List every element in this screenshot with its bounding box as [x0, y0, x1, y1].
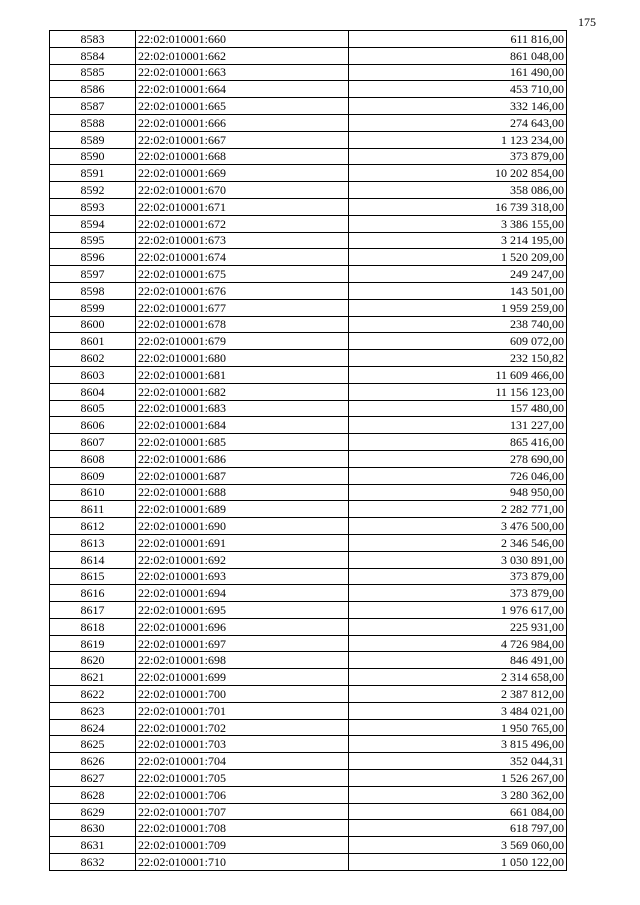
table-row: [50, 400, 567, 417]
cadastral-number-cell: 22:02:010001:660: [136, 31, 349, 48]
cadastral-number-cell: 22:02:010001:670: [136, 182, 349, 199]
row-number-cell: 8596: [50, 249, 136, 266]
row-number-cell: 8594: [50, 215, 136, 232]
table-row: [50, 686, 567, 703]
table-row: [50, 602, 567, 619]
cadastral-value-cell: 3 476 500,00: [349, 518, 567, 535]
cadastral-number-cell: 22:02:010001:700: [136, 686, 349, 703]
cadastral-number-cell: 22:02:010001:666: [136, 114, 349, 131]
row-number-cell: 8631: [50, 837, 136, 854]
cadastral-number-cell: 22:02:010001:703: [136, 736, 349, 753]
cadastral-value-cell: 232 150,82: [349, 350, 567, 367]
row-number-cell: 8586: [50, 81, 136, 98]
cadastral-number-cell: 22:02:010001:685: [136, 434, 349, 451]
table-row: [50, 81, 567, 98]
cadastral-number-cell: 22:02:010001:701: [136, 702, 349, 719]
cadastral-value-cell: 1 520 209,00: [349, 249, 567, 266]
row-number-cell: 8606: [50, 417, 136, 434]
table-row: [50, 366, 567, 383]
table-row: [50, 299, 567, 316]
cadastral-value-cell: 726 046,00: [349, 467, 567, 484]
table-row: [50, 820, 567, 837]
row-number-cell: 8592: [50, 182, 136, 199]
row-number-cell: 8598: [50, 282, 136, 299]
cadastral-value-cell: 358 086,00: [349, 182, 567, 199]
table-row: [50, 266, 567, 283]
table-row: [50, 434, 567, 451]
cadastral-number-cell: 22:02:010001:698: [136, 652, 349, 669]
cadastral-number-cell: 22:02:010001:709: [136, 837, 349, 854]
cadastral-value-cell: 238 740,00: [349, 316, 567, 333]
table-row: [50, 803, 567, 820]
row-number-cell: 8595: [50, 232, 136, 249]
cadastral-value-cell: 2 387 812,00: [349, 686, 567, 703]
table-row: [50, 702, 567, 719]
table-row: [50, 31, 567, 48]
row-number-cell: 8615: [50, 568, 136, 585]
row-number-cell: 8601: [50, 333, 136, 350]
table-row: [50, 148, 567, 165]
row-number-cell: 8624: [50, 719, 136, 736]
row-number-cell: 8625: [50, 736, 136, 753]
row-number-cell: 8620: [50, 652, 136, 669]
cadastral-number-cell: 22:02:010001:679: [136, 333, 349, 350]
cadastral-number-cell: 22:02:010001:707: [136, 803, 349, 820]
cadastral-value-cell: 609 072,00: [349, 333, 567, 350]
table-row: [50, 383, 567, 400]
cadastral-number-cell: 22:02:010001:704: [136, 753, 349, 770]
table-row: [50, 719, 567, 736]
table-row: [50, 282, 567, 299]
cadastral-value-cell: 846 491,00: [349, 652, 567, 669]
table-row: [50, 837, 567, 854]
row-number-cell: 8626: [50, 753, 136, 770]
cadastral-number-cell: 22:02:010001:686: [136, 450, 349, 467]
row-number-cell: 8617: [50, 602, 136, 619]
row-number-cell: 8610: [50, 484, 136, 501]
cadastral-number-cell: 22:02:010001:662: [136, 47, 349, 64]
row-number-cell: 8603: [50, 366, 136, 383]
table-row: [50, 215, 567, 232]
cadastral-number-cell: 22:02:010001:663: [136, 64, 349, 81]
cadastral-value-cell: 11 156 123,00: [349, 383, 567, 400]
cadastral-value-cell: 618 797,00: [349, 820, 567, 837]
row-number-cell: 8604: [50, 383, 136, 400]
table-row: [50, 98, 567, 115]
cadastral-number-cell: 22:02:010001:687: [136, 467, 349, 484]
row-number-cell: 8616: [50, 585, 136, 602]
table-row: [50, 467, 567, 484]
table-row: [50, 182, 567, 199]
cadastral-value-cell: 661 084,00: [349, 803, 567, 820]
row-number-cell: 8614: [50, 551, 136, 568]
cadastral-value-cell: 373 879,00: [349, 585, 567, 602]
cadastral-number-cell: 22:02:010001:677: [136, 299, 349, 316]
table-row: [50, 64, 567, 81]
cadastral-value-cell: 865 416,00: [349, 434, 567, 451]
cadastral-value-cell: 3 815 496,00: [349, 736, 567, 753]
cadastral-number-cell: 22:02:010001:668: [136, 148, 349, 165]
cadastral-value-cell: 861 048,00: [349, 47, 567, 64]
cadastral-number-cell: 22:02:010001:674: [136, 249, 349, 266]
cadastral-value-cell: 948 950,00: [349, 484, 567, 501]
cadastral-value-cell: 373 879,00: [349, 148, 567, 165]
table-row: [50, 635, 567, 652]
table-row: [50, 501, 567, 518]
row-number-cell: 8602: [50, 350, 136, 367]
row-number-cell: 8600: [50, 316, 136, 333]
cadastral-value-cell: 611 816,00: [349, 31, 567, 48]
cadastral-value-cell: 3 484 021,00: [349, 702, 567, 719]
row-number-cell: 8609: [50, 467, 136, 484]
table-row: [50, 786, 567, 803]
cadastral-number-cell: 22:02:010001:681: [136, 366, 349, 383]
table-row: [50, 568, 567, 585]
cadastral-value-cell: 2 282 771,00: [349, 501, 567, 518]
cadastral-number-cell: 22:02:010001:664: [136, 81, 349, 98]
row-number-cell: 8618: [50, 618, 136, 635]
cadastral-number-cell: 22:02:010001:705: [136, 770, 349, 787]
page-number: 175: [578, 15, 596, 29]
cadastral-number-cell: 22:02:010001:692: [136, 551, 349, 568]
cadastral-value-cell: 3 569 060,00: [349, 837, 567, 854]
cadastral-number-cell: 22:02:010001:669: [136, 165, 349, 182]
row-number-cell: 8621: [50, 669, 136, 686]
cadastral-value-table: [49, 30, 567, 871]
cadastral-value-cell: 2 346 546,00: [349, 534, 567, 551]
cadastral-value-cell: 278 690,00: [349, 450, 567, 467]
cadastral-value-cell: 274 643,00: [349, 114, 567, 131]
table-row: [50, 333, 567, 350]
table-row: [50, 736, 567, 753]
cadastral-value-cell: 3 386 155,00: [349, 215, 567, 232]
table-row: [50, 484, 567, 501]
cadastral-value-cell: 1 123 234,00: [349, 131, 567, 148]
row-number-cell: 8629: [50, 803, 136, 820]
cadastral-number-cell: 22:02:010001:693: [136, 568, 349, 585]
cadastral-number-cell: 22:02:010001:672: [136, 215, 349, 232]
cadastral-value-cell: 11 609 466,00: [349, 366, 567, 383]
table-row: [50, 770, 567, 787]
cadastral-value-cell: 4 726 984,00: [349, 635, 567, 652]
row-number-cell: 8623: [50, 702, 136, 719]
table-row: [50, 114, 567, 131]
row-number-cell: 8589: [50, 131, 136, 148]
row-number-cell: 8605: [50, 400, 136, 417]
table-row: [50, 417, 567, 434]
row-number-cell: 8632: [50, 854, 136, 871]
row-number-cell: 8613: [50, 534, 136, 551]
row-number-cell: 8622: [50, 686, 136, 703]
table-row: [50, 165, 567, 182]
cadastral-number-cell: 22:02:010001:683: [136, 400, 349, 417]
cadastral-value-cell: 3 280 362,00: [349, 786, 567, 803]
row-number-cell: 8597: [50, 266, 136, 283]
cadastral-value-cell: 161 490,00: [349, 64, 567, 81]
table-row: [50, 316, 567, 333]
cadastral-number-cell: 22:02:010001:678: [136, 316, 349, 333]
row-number-cell: 8583: [50, 31, 136, 48]
cadastral-number-cell: 22:02:010001:690: [136, 518, 349, 535]
cadastral-value-cell: 332 146,00: [349, 98, 567, 115]
row-number-cell: 8607: [50, 434, 136, 451]
row-number-cell: 8599: [50, 299, 136, 316]
row-number-cell: 8619: [50, 635, 136, 652]
cadastral-number-cell: 22:02:010001:667: [136, 131, 349, 148]
table-row: [50, 854, 567, 871]
table-row: [50, 753, 567, 770]
cadastral-value-cell: 225 931,00: [349, 618, 567, 635]
row-number-cell: 8628: [50, 786, 136, 803]
row-number-cell: 8587: [50, 98, 136, 115]
cadastral-value-cell: 1 976 617,00: [349, 602, 567, 619]
cadastral-value-cell: 1 526 267,00: [349, 770, 567, 787]
cadastral-value-cell: 143 501,00: [349, 282, 567, 299]
cadastral-number-cell: 22:02:010001:676: [136, 282, 349, 299]
row-number-cell: 8630: [50, 820, 136, 837]
cadastral-value-cell: 157 480,00: [349, 400, 567, 417]
cadastral-number-cell: 22:02:010001:665: [136, 98, 349, 115]
row-number-cell: 8585: [50, 64, 136, 81]
cadastral-value-cell: 10 202 854,00: [349, 165, 567, 182]
cadastral-number-cell: 22:02:010001:694: [136, 585, 349, 602]
cadastral-value-cell: 3 030 891,00: [349, 551, 567, 568]
cadastral-value-cell: 1 950 765,00: [349, 719, 567, 736]
cadastral-number-cell: 22:02:010001:689: [136, 501, 349, 518]
table-row: [50, 618, 567, 635]
table-row: [50, 232, 567, 249]
table-row: [50, 652, 567, 669]
cadastral-number-cell: 22:02:010001:688: [136, 484, 349, 501]
cadastral-number-cell: 22:02:010001:708: [136, 820, 349, 837]
cadastral-number-cell: 22:02:010001:675: [136, 266, 349, 283]
cadastral-value-cell: 3 214 195,00: [349, 232, 567, 249]
cadastral-number-cell: 22:02:010001:697: [136, 635, 349, 652]
cadastral-value-cell: 373 879,00: [349, 568, 567, 585]
row-number-cell: 8627: [50, 770, 136, 787]
cadastral-number-cell: 22:02:010001:706: [136, 786, 349, 803]
cadastral-value-cell: 2 314 658,00: [349, 669, 567, 686]
table-row: [50, 669, 567, 686]
table-row: [50, 450, 567, 467]
cadastral-number-cell: 22:02:010001:710: [136, 854, 349, 871]
cadastral-number-cell: 22:02:010001:671: [136, 198, 349, 215]
row-number-cell: 8611: [50, 501, 136, 518]
table-row: [50, 534, 567, 551]
row-number-cell: 8591: [50, 165, 136, 182]
row-number-cell: 8612: [50, 518, 136, 535]
cadastral-value-cell: 453 710,00: [349, 81, 567, 98]
cadastral-value-cell: 16 739 318,00: [349, 198, 567, 215]
cadastral-value-cell: 1 959 259,00: [349, 299, 567, 316]
cadastral-value-cell: 131 227,00: [349, 417, 567, 434]
table-row: [50, 47, 567, 64]
cadastral-number-cell: 22:02:010001:691: [136, 534, 349, 551]
table-row: [50, 350, 567, 367]
row-number-cell: 8608: [50, 450, 136, 467]
cadastral-value-cell: 1 050 122,00: [349, 854, 567, 871]
table-row: [50, 518, 567, 535]
cadastral-number-cell: 22:02:010001:699: [136, 669, 349, 686]
cadastral-number-cell: 22:02:010001:695: [136, 602, 349, 619]
cadastral-number-cell: 22:02:010001:673: [136, 232, 349, 249]
cadastral-value-cell: 352 044,31: [349, 753, 567, 770]
cadastral-number-cell: 22:02:010001:684: [136, 417, 349, 434]
cadastral-number-cell: 22:02:010001:680: [136, 350, 349, 367]
table-row: [50, 131, 567, 148]
table-row: [50, 249, 567, 266]
table-row: [50, 551, 567, 568]
cadastral-value-cell: 249 247,00: [349, 266, 567, 283]
table-row: [50, 198, 567, 215]
row-number-cell: 8584: [50, 47, 136, 64]
table-row: [50, 585, 567, 602]
row-number-cell: 8590: [50, 148, 136, 165]
table-body: [50, 31, 567, 871]
cadastral-number-cell: 22:02:010001:682: [136, 383, 349, 400]
cadastral-number-cell: 22:02:010001:696: [136, 618, 349, 635]
cadastral-number-cell: 22:02:010001:702: [136, 719, 349, 736]
row-number-cell: 8588: [50, 114, 136, 131]
row-number-cell: 8593: [50, 198, 136, 215]
